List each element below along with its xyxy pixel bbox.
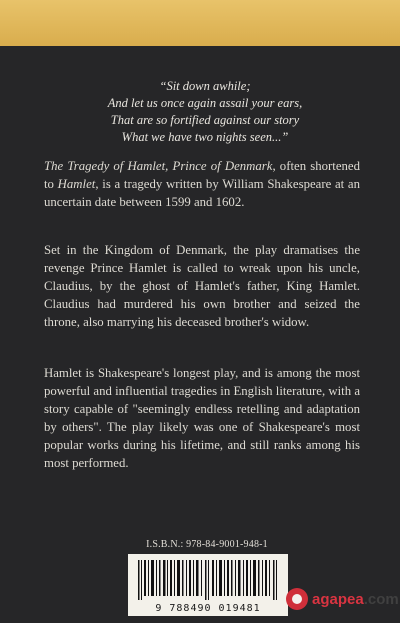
agapea-logo-icon [286,588,308,610]
barcode [128,554,288,616]
epigraph-quote [60,78,350,146]
synopsis-paragraph-2: Set in the Kingdom of Denmark, the play dramatises the revenge Prince Hamlet is called to wreak upon his uncle, Claudius, by the ghost of Hamlet's father, King Hamlet. Claudius had murdered his own brother and seized the throne, also marrying his deceased brother's widow. [44,243,360,329]
barcode-number: 9 788490 019481 [155,603,261,614]
barcode-bars [136,560,280,600]
top-color-band [0,0,400,46]
paragraph-text: , is a tragedy written by William Shakespeare at an uncertain date between 1599 and 1602. [44,177,360,209]
watermark-main: agapea [312,590,364,608]
quote-line: What we have two nights seen...” [121,130,289,144]
paragraph-text: , often shortened to [44,159,360,191]
quote-line: And let us once again assail your ears, [107,96,303,110]
book-full-title: The Tragedy of Hamlet, Prince of Denmark [44,159,273,173]
synopsis-paragraph-3: Hamlet is Shakespeare's longest play, and is among the most powerful and influential tragedies in English literature, with a story capable of "seemingly endless retelling and adaptation by others". The play likely was one of Shakespeare's most popular works during his lifetime, and still ranks among his most performed. [44,366,360,470]
book-short-title: Hamlet [57,177,96,191]
quote-line: “Sit down awhile; [159,79,251,93]
quote-line: That are so fortified against our story [110,113,300,127]
watermark-text [312,591,399,608]
watermark [286,586,399,612]
isbn-label: I.S.B.N.: 978-84-9001-948-1 [146,539,268,550]
watermark-suffix: .com [363,590,399,608]
synopsis-paragraph-1 [44,157,360,211]
